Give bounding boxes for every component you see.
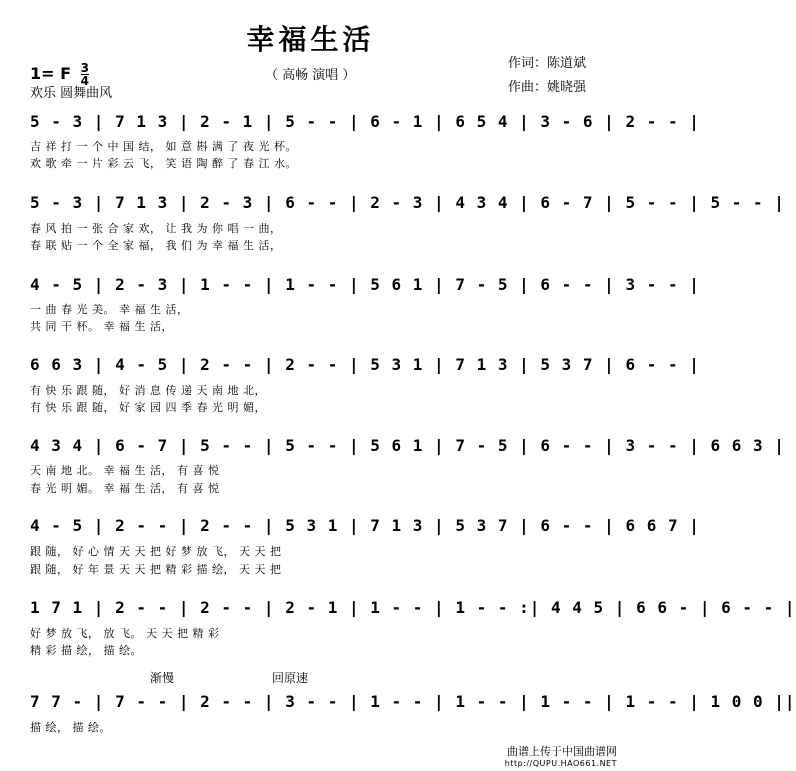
notation-line-5: 4 3 4 | 6 - 7 | 5 - - | 5 - - | 5 6 1 | 7 - 5 | 6 - - | 3 - - | 6 6 3 | (30, 436, 785, 455)
notation-line-7: 1 7 1 | 2 - - | 2 - - | 2 - 1 | 1 - - | 1 - - :| 4 4 5 | 6 6 - | 6 - - | (30, 598, 796, 617)
lyrics-line-1a: 吉 祥 打 一 个 中 国 结， 如 意 斟 满 了 夜 光 杯。 (30, 140, 297, 153)
notation-line-1: 5 - 3 | 7 1 3 | 2 - 1 | 5 - - | 6 - 1 | 6 5 4 | 3 - 6 | 2 - - | (30, 112, 700, 131)
lyrics-line-6a: 跟 随， 好 心 情 天 天 把 好 梦 放 飞， 天 天 把 (30, 545, 282, 558)
meter-bottom: 4 (80, 74, 89, 88)
style-label: 欢乐 圆舞曲风 (30, 86, 113, 101)
lyrics-line-7a: 好 梦 放 飞， 放 飞。 天 天 把 精 彩 (30, 627, 220, 640)
tempo-mark-ritardando: 渐慢 (150, 671, 175, 685)
lyrics-line-5b: 春 光 明 媚。 幸 福 生 活， 有 喜 悦 (30, 482, 220, 495)
tempo-mark-a-tempo: 回原速 (272, 671, 309, 685)
lyrics-line-4b: 有 快 乐 跟 随， 好 家 园 四 季 春 光 明 媚， (30, 401, 266, 414)
meter-top: 3 (80, 61, 89, 75)
notation-line-2: 5 - 3 | 7 1 3 | 2 - 3 | 6 - - | 2 - 3 | 4 3 4 | 6 - 7 | 5 - - | 5 - - | (30, 193, 785, 212)
notation-line-4: 6 6 3 | 4 - 5 | 2 - - | 2 - - | 5 3 1 | 7 1 3 | 5 3 7 | 6 - - | (30, 355, 700, 374)
song-title: 幸福生活 (246, 23, 375, 56)
lyrics-line-3b: 共 同 干 杯。 幸 福 生 活， (30, 320, 173, 333)
singer-credit: （ 高畅 演唱 ） (265, 68, 356, 83)
lyricist-credit: 作词：陈道斌 (508, 56, 587, 71)
lyrics-line-1b: 欢 歌 牵 一 片 彩 云 飞， 笑 语 陶 醉 了 春 江 水。 (30, 157, 297, 170)
lyrics-line-6b: 跟 随， 好 年 景 天 天 把 精 彩 描 绘， 天 天 把 (30, 563, 282, 576)
source-watermark (505, 746, 617, 770)
notation-line-8: 7 7 - | 7 - - | 2 - - | 3 - - | 1 - - | 1 - - | 1 - - | 1 - - | 1 0 0 || (30, 692, 796, 711)
lyrics-line-2a: 春 风 拍 一 张 合 家 欢， 让 我 为 你 唱 一 曲， (30, 222, 282, 235)
lyrics-line-2b: 春 联 贴 一 个 全 家 福， 我 们 为 幸 福 生 活， (30, 239, 282, 252)
lyrics-line-8a: 描 绘， 描 绘。 (30, 721, 111, 734)
notation-line-3: 4 - 5 | 2 - 3 | 1 - - | 1 - - | 5 6 1 | 7 - 5 | 6 - - | 3 - - | (30, 275, 700, 294)
watermark-site: 曲谱上传于中国曲谱网 (507, 745, 617, 758)
lyrics-line-5a: 天 南 地 北。 幸 福 生 活， 有 喜 悦 (30, 464, 220, 477)
lyrics-line-7b: 精 彩 描 绘， 描 绘。 (30, 644, 142, 657)
lyrics-line-4a: 有 快 乐 跟 随， 好 消 息 传 递 天 南 地 北， (30, 384, 266, 397)
watermark-url: http://QUPU.HAO661.NET (504, 759, 617, 768)
lyrics-line-3a: 一 曲 春 光 美。 幸 福 生 活， (30, 303, 189, 316)
key-label: 1= F (30, 64, 72, 83)
notation-line-6: 4 - 5 | 2 - - | 2 - - | 5 3 1 | 7 1 3 | 5 3 7 | 6 - - | 6 6 7 | (30, 516, 700, 535)
composer-credit: 作曲：姚晓强 (508, 80, 587, 95)
